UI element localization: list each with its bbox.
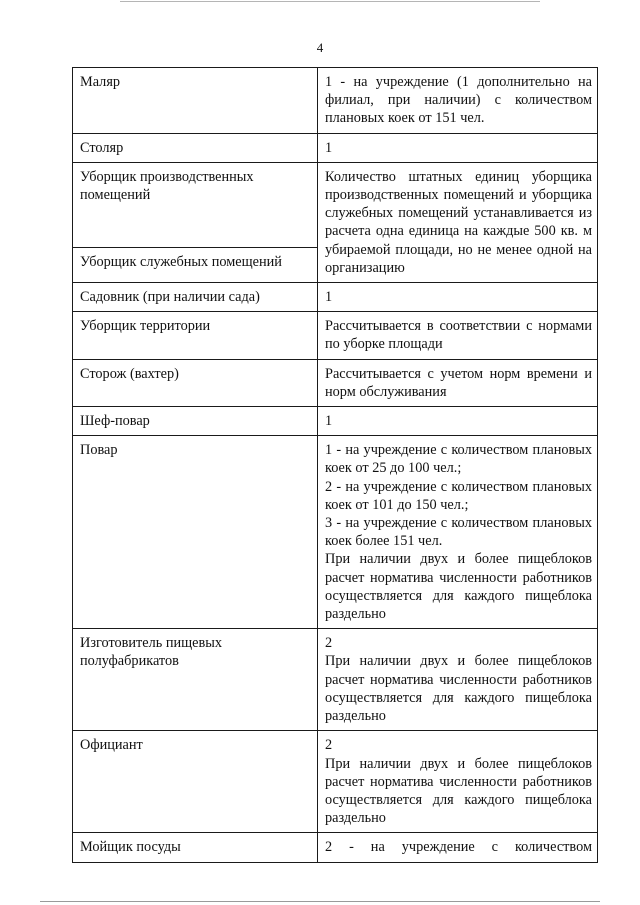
norm-line: 2 xyxy=(325,635,333,652)
position-cell: Официант xyxy=(73,731,318,833)
table-row xyxy=(73,833,598,862)
table-row xyxy=(73,312,598,359)
norm-cell: Рассчитывается в соответствии с нормами по уборке площади xyxy=(318,312,598,359)
norm-cell: 1 xyxy=(318,407,598,436)
norm-cell xyxy=(318,629,598,731)
norm-line: 1 - на учреждение с количеством плановых коек от 25 до 100 чел.; xyxy=(325,442,592,477)
table-row xyxy=(73,407,598,436)
scan-artifact-top xyxy=(120,1,540,2)
position-cell: Маляр xyxy=(73,68,318,134)
table-row xyxy=(73,68,598,134)
norm-cell: Рассчитывается с учетом норм времени и норм обслуживания xyxy=(318,359,598,406)
position-cell: Уборщик производственных помещений xyxy=(73,162,318,247)
position-cell: Уборщик служебных помещений xyxy=(73,247,318,282)
position-cell: Садовник (при наличии сада) xyxy=(73,283,318,312)
norm-line: При наличии двух и более пищеблоков расчет норматива численности работников осуществляется для каждого пищеблока раздельно xyxy=(325,653,592,725)
position-cell: Сторож (вахтер) xyxy=(73,359,318,406)
position-cell: Мойщик посуды xyxy=(73,833,318,862)
norm-cell xyxy=(318,436,598,629)
norm-cell xyxy=(318,731,598,833)
position-cell: Повар xyxy=(73,436,318,629)
table-row xyxy=(73,162,598,247)
norm-cell: Количество штатных единиц уборщика производственных помещений и уборщика служебных помещений устанавливается из расчета одна единица на каждые 500 кв. м убираемой площади, но не менее одной на организацию xyxy=(318,162,598,282)
position-cell: Столяр xyxy=(73,133,318,162)
scan-artifact-bottom xyxy=(40,901,600,902)
table-row xyxy=(73,359,598,406)
table-row xyxy=(73,436,598,629)
position-cell: Изготовитель пищевых полуфабрикатов xyxy=(73,629,318,731)
norm-cell: 1 - на учреждение (1 дополнительно на филиал, при наличии) с количеством плановых коек от 151 чел. xyxy=(318,68,598,134)
norm-line: При наличии двух и более пищеблоков расчет норматива численности работников осуществляется для каждого пищеблока раздельно xyxy=(325,551,592,623)
norm-line: При наличии двух и более пищеблоков расчет норматива численности работников осуществляется для каждого пищеблока раздельно xyxy=(325,755,592,827)
norm-cell: 1 xyxy=(318,133,598,162)
table-row xyxy=(73,731,598,833)
norm-cell: 2 - на учреждение с количеством xyxy=(318,833,598,862)
norm-line: 2 - на учреждение с количеством плановых коек от 101 до 150 чел.; xyxy=(325,478,592,513)
table-row xyxy=(73,133,598,162)
staffing-norms-table xyxy=(72,67,598,863)
norm-cell: 1 xyxy=(318,283,598,312)
norm-line: 3 - на учреждение с количеством плановых коек более 151 чел. xyxy=(325,515,592,550)
position-cell: Уборщик территории xyxy=(73,312,318,359)
table-row xyxy=(73,283,598,312)
position-cell: Шеф-повар xyxy=(73,407,318,436)
norm-line: 2 xyxy=(325,737,333,754)
table-row xyxy=(73,629,598,731)
page-number: 4 xyxy=(316,40,324,55)
